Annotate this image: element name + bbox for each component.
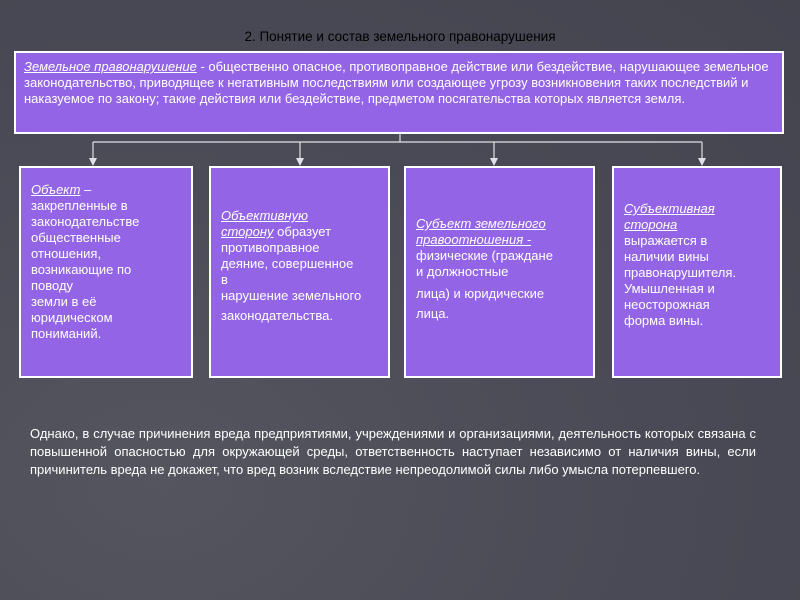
card-subjective-line: Умышленная и (624, 281, 715, 296)
card-object (19, 166, 193, 378)
card-subject-line: и должностные (416, 264, 509, 279)
definition-term: Земельное правонарушение (24, 59, 197, 74)
card-object-line: отношения, (31, 246, 102, 261)
liability-note: Однако, в случае причинения вреда предприятиями, учреждениями и организациями, деятельность которых связана с повышенной опасностью для окружающей среды, ответственность наступает независимо от наличия вины, если причинитель вреда не докажет, что вред возник вследствие непреодолимой силы либо умысла потерпевшего. (30, 426, 756, 477)
card-objective-term: сторону (221, 224, 274, 239)
slide-title: 2. Понятие и состав земельного правонарушения (244, 29, 556, 44)
card-object-line: закрепленные в (31, 198, 128, 213)
card-subjective-line: неосторожная (624, 297, 710, 312)
card-subject-line: лица) и юридические (416, 286, 545, 301)
card-object-line: поводу (31, 278, 74, 293)
card-subjective-side (612, 166, 782, 378)
card-objective-line: противоправное (221, 240, 320, 255)
card-objective-line: в (221, 272, 228, 287)
card-subject (404, 166, 595, 378)
card-objective-line: нарушение земельного (221, 288, 362, 303)
card-object-line: возникающие по (31, 262, 132, 277)
card-object-term: Объект (31, 182, 81, 197)
definition-text: - общественно опасное, противоправное действие или бездействие, нарушающее земельное законодательство, приводящее к негативным последствиям или создающее угрозу возникновения таких последствий и наказуемое по закону; такие действия или бездействие, предметом посягательства которых является земля. (24, 59, 769, 106)
card-object-line: – (80, 182, 92, 197)
arrow-head-2 (296, 158, 304, 166)
card-objective-line: деяние, совершенное (221, 256, 354, 271)
card-objective-line: образует (273, 224, 332, 239)
card-object-line: законодательстве (31, 214, 140, 229)
card-subject-term: правоотношения - (416, 232, 532, 247)
card-subjective-line: форма вины. (624, 313, 704, 328)
arrow-head-1 (89, 158, 97, 166)
card-subjective-term: сторона (624, 217, 678, 232)
arrow-head-4 (698, 158, 706, 166)
card-subject-line: лица. (416, 306, 450, 321)
card-object-line: общественные (31, 230, 121, 245)
card-subject-line: физические (граждане (416, 248, 553, 263)
card-subjective-term: Субъективная (624, 201, 715, 216)
card-subjective-line: правонарушителя. (624, 265, 737, 280)
card-object-line: земли в её (31, 294, 97, 309)
card-objective-term: Объективную (221, 208, 308, 223)
card-object-line: юридическом (31, 310, 113, 325)
card-object-line: пониманий. (31, 326, 102, 341)
card-subjective-line: выражается в (624, 233, 708, 248)
card-objective-side (209, 166, 390, 378)
arrow-head-3 (490, 158, 498, 166)
card-objective-line: законодательства. (221, 308, 333, 323)
card-subject-term: Субъект земельного (416, 216, 546, 231)
card-subjective-line: наличии вины (624, 249, 709, 264)
